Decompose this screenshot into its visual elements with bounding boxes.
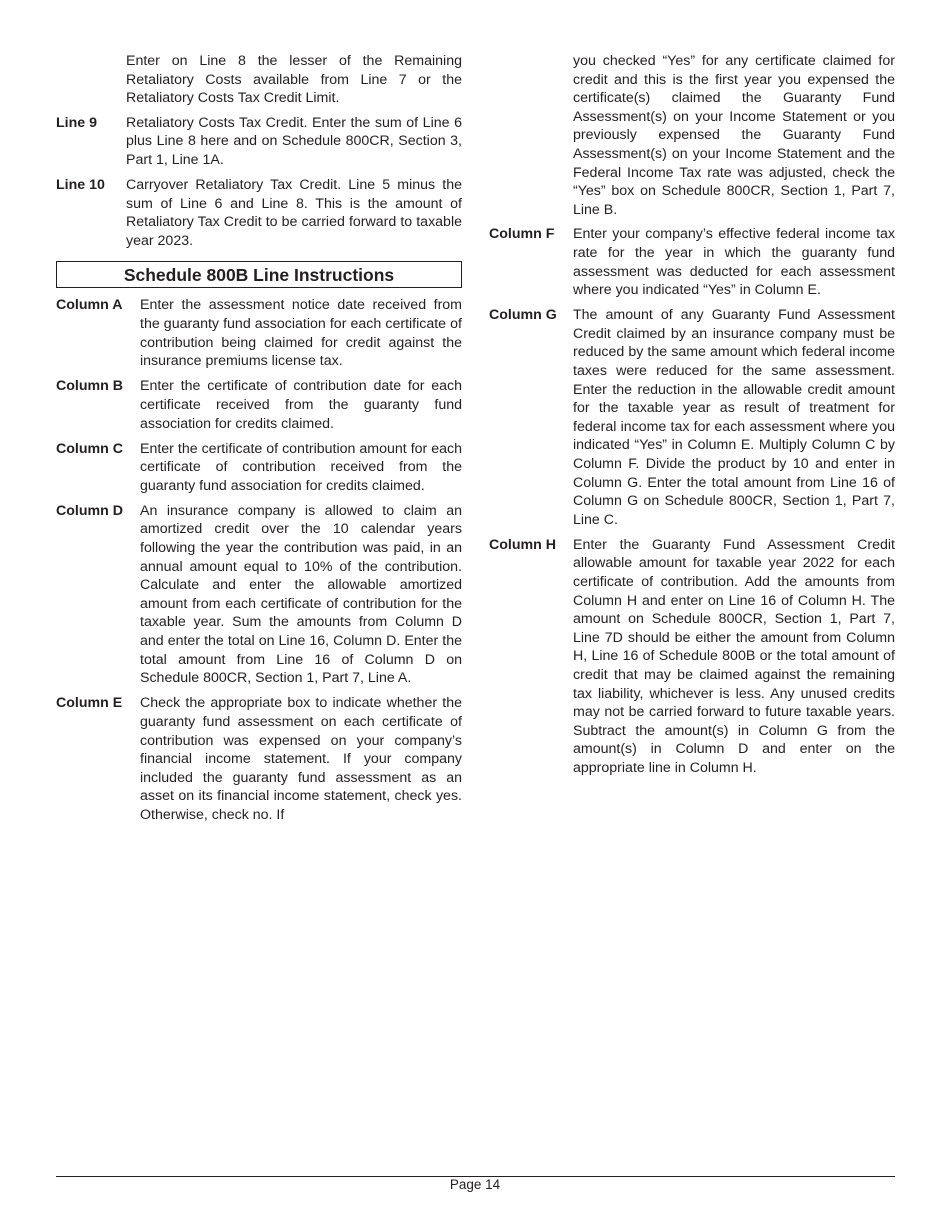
- column-g-entry: [489, 306, 895, 529]
- column-e-text: Check the appropriate box to indicate whether the guaranty fund assessment on each certificate of contribution was expensed on your company’s financial income statement. If your company included the guaranty fund assessment as an asset on its financial income statement, check yes. Otherwise, check no. If: [140, 695, 462, 823]
- column-f-text: Enter your company’s effective federal income tax rate for the year in which the guaranty fund assessment was deducted for each assessment where you indicated “Yes” in Column E.: [573, 226, 895, 299]
- column-h-entry: [489, 536, 895, 778]
- column-e-continuation: you checked “Yes” for any certificate claimed for credit and this is the first year you expensed the certificate(s) claimed the Guaranty Fund Assessment(s) on your Income Statement or you previously expensed the Guaranty Fund Assessment(s) on your Income Statement and the Federal Income Tax rate was adjusted, check the “Yes” box on Schedule 800CR, Section 1, Part 7, Line B.: [573, 53, 895, 218]
- column-f-entry: [489, 225, 895, 299]
- left-column: [56, 52, 462, 831]
- right-column: [489, 52, 895, 784]
- column-b-text: Enter the certificate of contribution date for each certificate received from the guaranty fund association for credits claimed.: [140, 378, 462, 432]
- line-10-text: Carryover Retaliatory Tax Credit. Line 5 minus the sum of Line 6 and Line 8. This is the amount of Retaliatory Tax Credit to be carried forward to taxable year 2023.: [126, 177, 462, 249]
- line-9-text: Retaliatory Costs Tax Credit. Enter the sum of Line 6 plus Line 8 here and on Schedule 800CR, Section 3, Part 1, Line 1A.: [126, 114, 462, 168]
- column-c-entry: [56, 440, 462, 496]
- column-b-label: Column B: [56, 378, 123, 395]
- column-g-text: The amount of any Guaranty Fund Assessment Credit claimed by an insurance company must be reduced by the same amount which federal income taxes were reduced for the same assessment. Enter the reduction in the allowable credit amount for the taxable year as result of treatment for federal income tax for each assessment where you indicated “Yes” in Column E. Multiply Column C by Column F. Divide the product by 10 and enter in Column G. Enter the total amount from Line 16 of Column G on Schedule 800CR, Section 1, Part 7, Line C.: [573, 307, 895, 528]
- line-8-continuation: Enter on Line 8 the lesser of the Remaining Retaliatory Costs available from Line 7 or the Retaliatory Costs Tax Credit Limit.: [126, 53, 462, 107]
- column-d-label: Column D: [56, 502, 123, 519]
- page-number: Page 14: [449, 1177, 501, 1192]
- column-h-text: Enter the Guaranty Fund Assessment Credit allowable amount for taxable year 2022 for each certificate of contribution. Add the amounts from Column H and enter on Line 16 of Column H. The amount on Schedule 800CR, Section 1, Part 7, Line 7D should be either the amount from Column H, Line 16 of Schedule 800B or the total amount of credit that may be claimed against the remaining tax liability, whichever is less. Any unused credits may not be carried forward to future taxable years. Subtract the amount(s) in Column G from the amount(s) in Column D and enter on the appropriate line in Column H.: [573, 536, 895, 776]
- line-10-entry: [56, 176, 462, 250]
- column-c-label: Column C: [56, 440, 123, 457]
- column-a-entry: [56, 296, 462, 370]
- column-e-entry: [56, 694, 462, 824]
- line-10-label: Line 10: [56, 177, 105, 194]
- column-e-label: Column E: [56, 695, 123, 712]
- column-h-label: Column H: [489, 536, 556, 553]
- line-9-label: Line 9: [56, 114, 97, 131]
- line-9-entry: [56, 114, 462, 170]
- column-a-label: Column A: [56, 297, 123, 314]
- column-f-label: Column F: [489, 226, 555, 243]
- column-a-text: Enter the assessment notice date received from the guaranty fund association for each certificate of contribution being claimed for credit against the insurance premiums license tax.: [140, 297, 462, 370]
- section-heading: Schedule 800B Line Instructions: [56, 261, 462, 288]
- column-g-label: Column G: [489, 307, 557, 324]
- column-d-entry: [56, 502, 462, 688]
- column-c-text: Enter the certificate of contribution amount for each certificate of contribution received from the guaranty fund association for credits claimed.: [140, 440, 462, 494]
- column-d-text: An insurance company is allowed to claim an amortized credit over the 10 calendar years following the year the contribution was paid, in an annual amount equal to 10% of the contribution. Calculate and enter the allowable amortized amount from each certificate of contribution for the taxable year. Sum the amounts from Column D and enter the total on Line 16, Column D. Enter the total amount from Line 16 of Column D on Schedule 800CR, Section 1, Part 7, Line A.: [140, 502, 462, 687]
- column-b-entry: [56, 377, 462, 433]
